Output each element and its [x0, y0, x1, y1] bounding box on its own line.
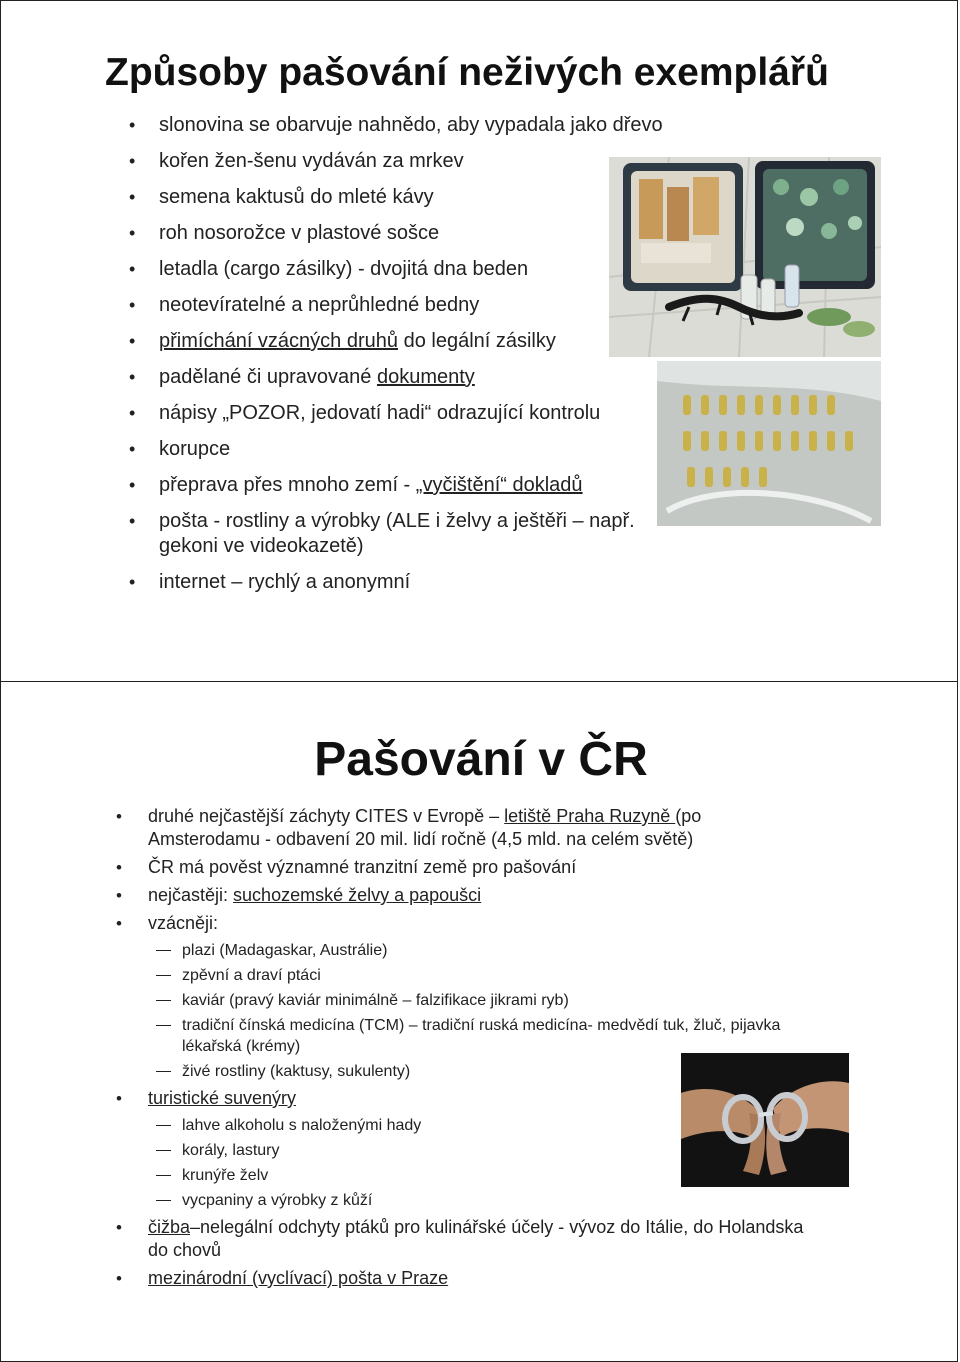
sub-list-item: plazi (Madagaskar, Austrálie)	[148, 940, 816, 961]
seahorses-photo	[657, 361, 881, 526]
slide-smuggling-methods	[0, 0, 958, 682]
list-item: • padělané či upravované dokumenty	[129, 365, 669, 390]
bullet-list	[129, 113, 669, 606]
list-item: • pošta - rostliny a výrobky (ALE i želvy a ještěři – např. gekoni ve videokazetě)	[129, 509, 669, 559]
suitcases-photo	[609, 157, 881, 357]
list-item-text: nejčastěji:	[148, 885, 234, 905]
underlined-text: mezinárodní (vyclívací) pošta v Praze	[148, 1268, 449, 1288]
list-item: • roh nosorožce v plastové sošce	[129, 221, 669, 246]
handcuffs-photo	[681, 1053, 849, 1187]
list-item: • neotevíratelné a neprůhledné bedny	[129, 293, 669, 318]
list-item	[116, 805, 816, 851]
sub-list-item: lahve alkoholu s naloženými hady	[148, 1115, 816, 1136]
list-item	[116, 1267, 816, 1290]
list-item: • semena kaktusů do mleté kávy	[129, 185, 669, 210]
sub-list-item: korály, lastury	[148, 1140, 816, 1161]
sub-list-item: krunýře želv	[148, 1165, 816, 1186]
sub-list-item: zpěvní a draví ptáci	[148, 965, 816, 986]
bullet-list	[116, 805, 816, 1295]
list-item-text: vzácněji:	[148, 913, 219, 933]
slide-title: Způsoby pašování neživých exemplářů	[105, 51, 829, 94]
list-item-text: (po Amsterodamu - odbavení 20 mil. lidí ročně (4,5 mld. na celém světě)	[148, 806, 702, 849]
sub-list-item: kaviár (pravý kaviár minimálně – falzifikace jikrami ryb)	[148, 990, 816, 1011]
list-item	[116, 884, 816, 907]
suitcases-image	[609, 157, 881, 357]
list-item: • přeprava přes mnoho zemí - „vyčištění“ dokladů	[129, 473, 669, 498]
seahorses-image	[657, 361, 881, 526]
list-item: • přimíchání vzácných druhů do legální zásilky	[129, 329, 669, 354]
sub-list-item: živé rostliny (kaktusy, sukulenty)	[148, 1061, 816, 1082]
list-item: • letadla (cargo zásilky) - dvojitá dna beden	[129, 257, 669, 282]
underlined-text: dokumenty	[376, 366, 475, 388]
underlined-text: letiště Praha Ruzyně	[504, 806, 676, 826]
list-item-text: –nelegální odchyty ptáků pro kulinářské účely - vývoz do Itálie, do Holandska do chovů	[148, 1217, 804, 1260]
list-item: • nápisy „POZOR, jedovatí hadi“ odrazující kontrolu	[129, 401, 669, 426]
list-item: • slonovina se obarvuje nahnědo, aby vypadala jako dřevo	[129, 113, 669, 138]
list-item: • internet – rychlý a anonymní	[129, 570, 669, 595]
list-item	[116, 1216, 816, 1262]
list-item: • kořen žen-šenu vydáván za mrkev	[129, 149, 669, 174]
underlined-text: přimíchání vzácných druhů	[159, 330, 399, 352]
list-item: • korupce	[129, 437, 669, 462]
underlined-text: turistické suvenýry	[148, 1088, 297, 1108]
list-item: • ČR má pověst významné tranzitní země pro pašování	[116, 856, 816, 879]
sub-list-item: vycpaniny a výrobky z kůží	[148, 1190, 816, 1211]
underlined-text: suchozemské želvy a papoušci	[233, 885, 482, 905]
handcuffs-image	[681, 1053, 849, 1187]
slide-title: Pašování v ČR	[314, 733, 648, 786]
list-item-text: druhé nejčastější záchyty CITES v Evropě –	[148, 806, 505, 826]
underlined-text: „vyčištění“ dokladů	[415, 474, 583, 496]
sub-list-item: tradiční čínská medicína (TCM) – tradiční ruská medicína- medvědí tuk, žluč, pijavka lékařská (krémy)	[148, 1015, 816, 1057]
slide-smuggling-cz	[0, 681, 958, 1362]
underlined-text: čižba	[148, 1217, 191, 1237]
